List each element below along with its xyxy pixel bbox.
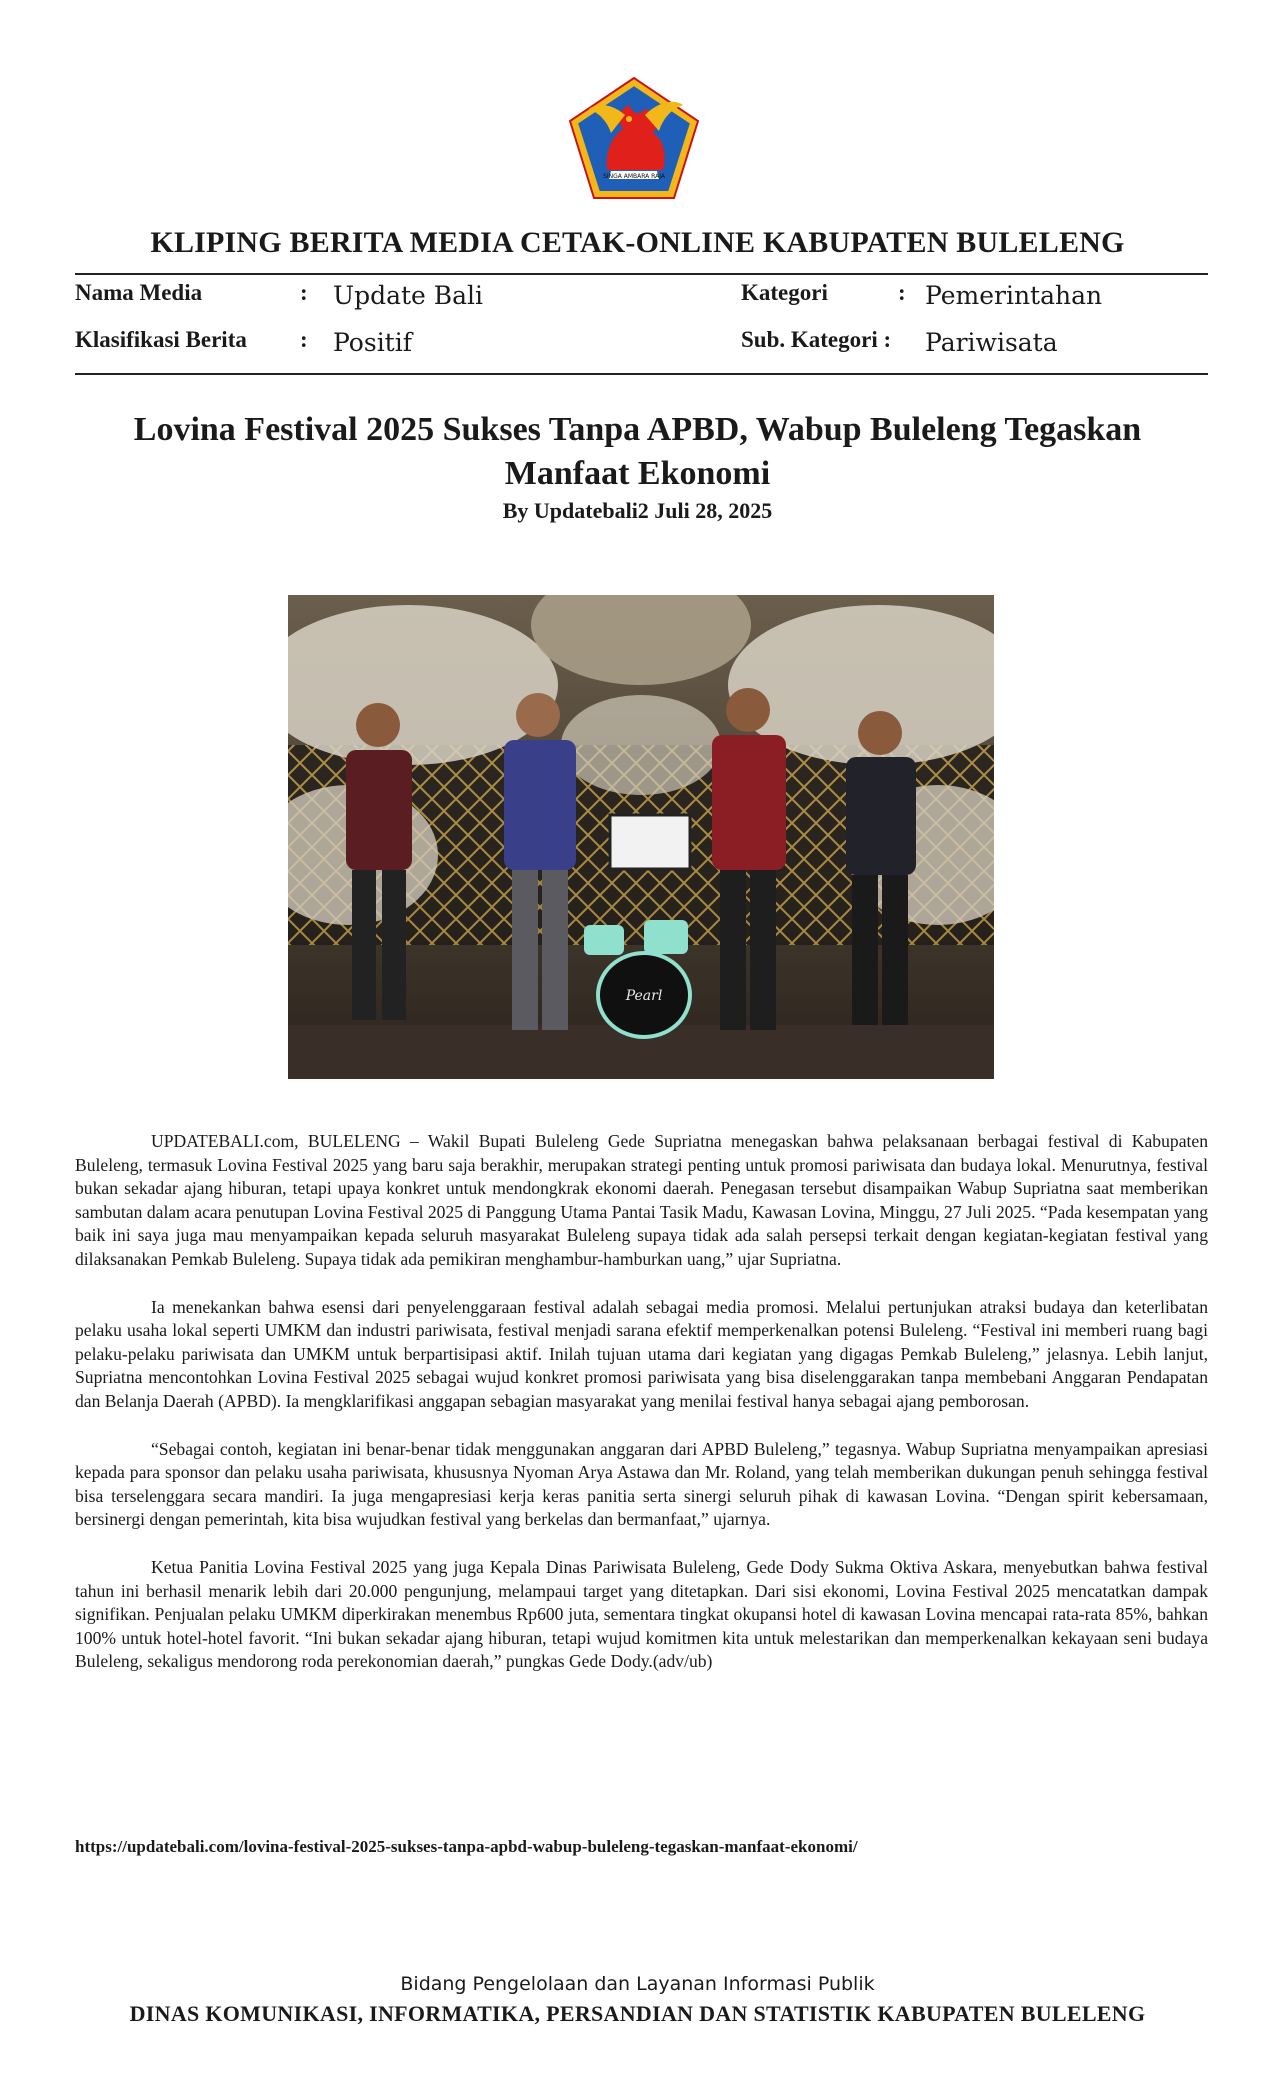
klasifikasi-colon: :	[300, 327, 308, 352]
article-source-link[interactable]: https://updatebali.com/lovina-festival-2025-sukses-tanpa-apbd-wabup-buleleng-tegaskan-manfaat-ekonomi/	[75, 1837, 858, 1856]
article-byline: By Updatebali2 Juli 28, 2025	[502, 498, 773, 523]
klasifikasi-label-row	[75, 327, 247, 354]
kategori-value: Pemerintahan	[925, 281, 1103, 310]
media-label-row	[75, 280, 202, 307]
article-paragraph-4: Ketua Panitia Lovina Festival 2025 yang juga Kepala Dinas Pariwisata Buleleng, Gede Dody Sukma Oktiva Askara, menyebutkan bahwa festival tahun ini berhasil menarik lebih dari 20.000 pengunjung, melampaui target yang ditetapkan. Dari sisi ekonomi, Lovina Festival 2025 mencatatkan dampak signifikan. Penjualan pelaku UMKM diperkirakan menembus Rp600 juta, sementara tingkat okupansi hotel di kawasan Lovina mencapai rata-rata 85%, bahkan 100% untuk hotel-hotel favorit. “Ini bukan sekadar ajang hiburan, tetapi wujud komitmen kita untuk melestarikan dan memperkenalkan kekayaan seni budaya Buleleng, sekaligus mendorong roda perekonomian daerah,” pungkas Gede Dody.(adv/ub)	[75, 1556, 1208, 1672]
article-body	[75, 1130, 1208, 1698]
media-value: Update Bali	[333, 281, 484, 310]
subkategori-label: Sub. Kategori :	[741, 327, 892, 352]
media-label: Nama Media	[75, 280, 203, 305]
footer-agency: DINAS KOMUNIKASI, INFORMATIKA, PERSANDIAN DAN STATISTIK KABUPATEN BULELENG	[129, 2001, 1146, 2026]
media-colon: :	[300, 280, 308, 305]
article-photo	[288, 595, 994, 1079]
footer-department: Bidang Pengelolaan dan Layanan Informasi Publik	[400, 1973, 875, 1995]
article-headline: Lovina Festival 2025 Sukses Tanpa APBD, Wabup Buleleng Tegaskan Manfaat Ekonomi	[133, 411, 1142, 492]
kategori-colon: :	[898, 280, 906, 305]
article-paragraph-2: Ia menekankan bahwa esensi dari penyelenggaraan festival adalah sebagai media promosi. Melalui pertunjukan atraksi budaya dan keterlibatan pelaku usaha lokal seperti UMKM dan industri pariwisata, festival menjadi sarana efektif memperkenalkan potensi Buleleng. “Festival ini memberi ruang bagi pelaku-pelaku pariwisata dan UMKM untuk berpartisipasi aktif. Inilah tujuan utama dari kegiatan yang digagas Pemkab Buleleng,” jelasnya. Lebih lanjut, Supriatna mencontohkan Lovina Festival 2025 sebagai wujud konkret promosi pariwisata yang bisa diselenggarakan tanpa membebani Anggaran Pendapatan dan Belanja Daerah (APBD). Ia mengklarifikasi anggapan sebagian masyarakat yang menilai festival hanya sebagai ajang pemborosan.	[75, 1296, 1208, 1411]
klasifikasi-value-row	[333, 328, 412, 358]
media-value-row	[333, 281, 483, 311]
clipping-header-title: KLIPING BERITA MEDIA CETAK-ONLINE KABUPATEN BULELENG	[150, 226, 1125, 259]
header-divider-bottom	[75, 373, 1208, 375]
emblem-motto: SINGA AMBARA RAJA	[603, 173, 665, 180]
kategori-label: Kategori	[741, 280, 828, 305]
kategori-label-row	[741, 280, 828, 307]
buleleng-regency-emblem	[567, 75, 701, 201]
subkategori-value: Pariwisata	[925, 328, 1058, 357]
article-paragraph-3: “Sebagai contoh, kegiatan ini benar-benar tidak menggunakan anggaran dari APBD Buleleng,” tegasnya. Wabup Supriatna menyampaikan apresiasi kepada para sponsor dan pelaku usaha pariwisata, khususnya Nyoman Arya Astawa dan Mr. Roland, yang telah memberikan dukungan penuh sehingga festival bisa terselenggara secara mandiri. Ia juga mengapresiasi kerja keras panitia serta sinergi seluruh pihak di kawasan Lovina. “Dengan spirit kebersamaan, bersinergi dengan pemerintah, kita bisa wujudkan festival yang berkelas dan bermanfaat,” ujarnya.	[75, 1438, 1208, 1530]
subkategori-value-row	[925, 328, 1058, 358]
article-paragraph-1: UPDATEBALI.com, BULELENG – Wakil Bupati Buleleng Gede Supriatna menegaskan bahwa pelaksanaan berbagai festival di Kabupaten Buleleng, termasuk Lovina Festival 2025 yang baru saja berakhir, merupakan strategi penting untuk promosi pariwisata dan budaya lokal. Menurutnya, festival bukan sekadar ajang hiburan, tetapi upaya konkret untuk mendongkrak ekonomi daerah. Penegasan tersebut disampaikan Wabup Supriatna saat memberikan sambutan dalam acara penutupan Lovina Festival 2025 di Panggung Utama Pantai Tasik Madu, Kawasan Lovina, Minggu, 27 Juli 2025. “Pada kesempatan yang baik ini saya juga mau menyampaikan kepada seluruh masyarakat Buleleng supaya tidak ada salah persepsi terkait dengan kegiatan-kegiatan festival yang dilaksanakan Pemkab Buleleng. Supaya tidak ada pemikiran menghambur-hamburkan uang,” ujar Supriatna.	[75, 1131, 1208, 1269]
subkategori-label-row	[741, 327, 891, 354]
klasifikasi-value: Positif	[333, 328, 412, 357]
klasifikasi-label: Klasifikasi Berita	[75, 327, 247, 352]
drum-brand-label: Pearl	[625, 988, 663, 1004]
header-divider-top	[75, 273, 1208, 275]
kategori-value-row	[925, 281, 1102, 311]
